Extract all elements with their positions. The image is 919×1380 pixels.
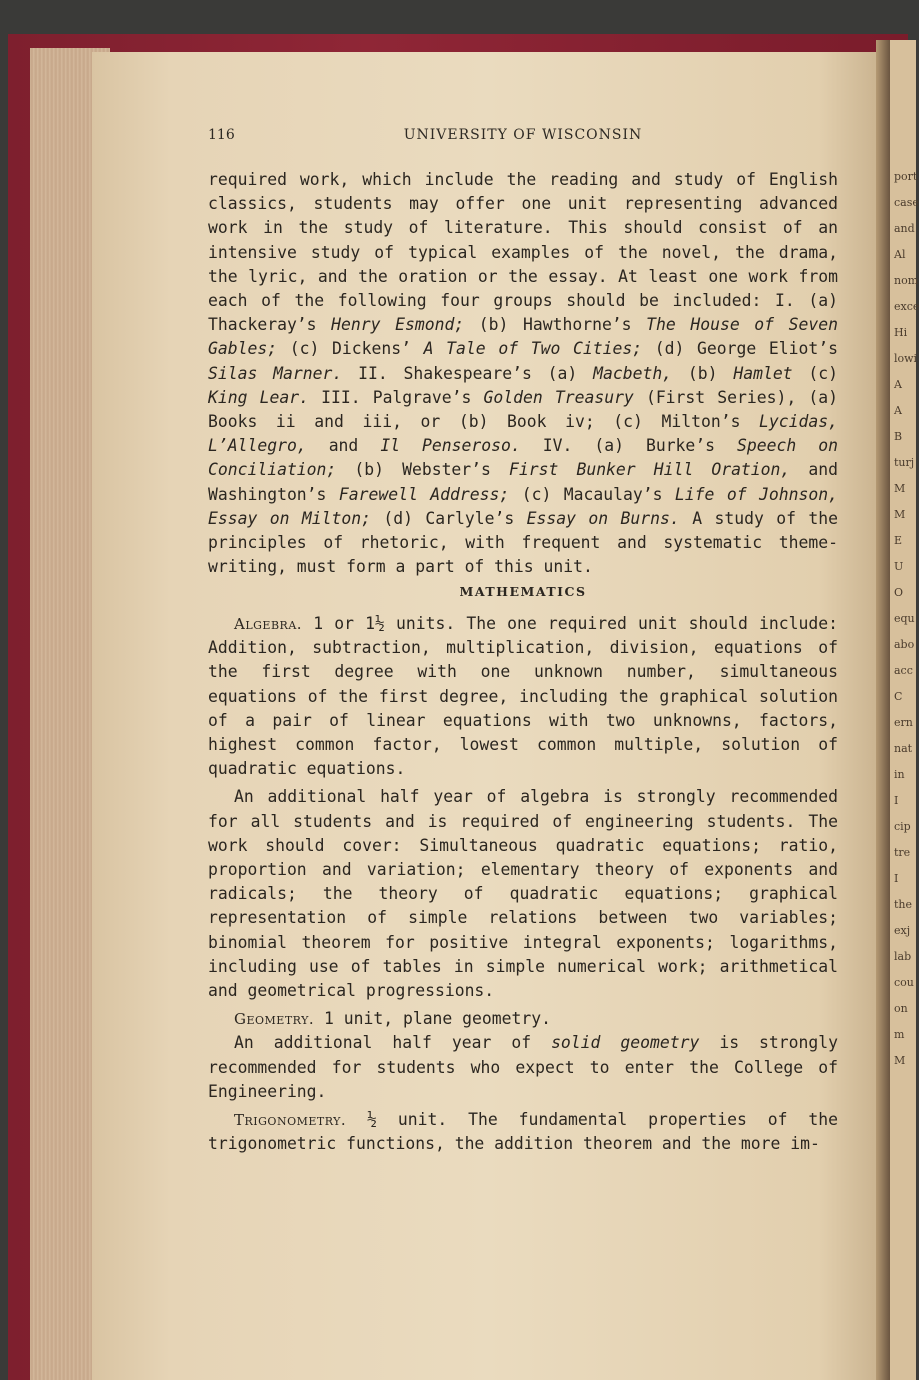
facing-page-fragment-text: B	[894, 430, 903, 443]
facing-page-fragment-text: A	[894, 378, 902, 391]
text-run: (c)	[792, 363, 839, 383]
page-number: 116	[208, 127, 235, 143]
running-title: UNIVERSITY OF WISCONSIN	[403, 127, 643, 143]
facing-page-fragment-text: m	[894, 1028, 905, 1041]
text-run: (d) George Eliot’s	[642, 339, 838, 359]
facing-page-fragment-text: I	[894, 794, 899, 807]
facing-page-fragment-text: exce	[894, 300, 919, 313]
book-title: First Bunker Hill Oration,	[509, 460, 791, 480]
algebra-additional-paragraph: An additional half year of algebra is strongly recommended for all students and is required of engineering students. The work should cover: Simultaneous quadratic equations; ratio, proportion and variation; elementary theory of exponents and radicals; the theory of quadratic equations; graphical representation of simple relations between two variables; binomial theorem for positive integral exponents; logarithms, including use of tables in simple numerical work; arithmetical and geometrical progressions.	[208, 787, 838, 1001]
text-run: (d) Carlyle’s	[370, 508, 527, 528]
emphasis: solid geometry	[551, 1033, 700, 1053]
geometry-label: Geometry.	[234, 1010, 315, 1029]
text-run: II. Shakespeare’s (a)	[342, 363, 594, 383]
facing-page-fragment-text: exj	[894, 924, 911, 937]
text-run: (b) Hawthorne’s	[464, 315, 647, 335]
trigonometry-paragraph	[208, 1108, 838, 1156]
facing-page-fragment-text: M	[894, 508, 906, 521]
book-title: King Lear.	[208, 387, 309, 407]
facing-page-fragment-text: nat	[894, 742, 913, 755]
trigonometry-label: Trigonometry.	[234, 1111, 347, 1130]
text-run: (c) Dickens’	[277, 339, 424, 359]
geometry-text: 1 unit, plane geometry.	[314, 1009, 551, 1029]
facing-page-fragment-text: Al	[894, 248, 906, 261]
facing-page-fragment-text: O	[894, 586, 904, 599]
text-run: (b)	[672, 363, 734, 383]
book-title: Silas Marner.	[208, 363, 343, 383]
text-run: IV. (a) Burke’s	[520, 436, 738, 456]
geometry-additional-paragraph	[208, 1031, 838, 1104]
facing-page-fragment-text: lowi	[894, 352, 918, 365]
running-header	[208, 127, 838, 149]
book-title: Essay on Burns.	[526, 508, 680, 528]
facing-page-fragment-text: Hi	[894, 326, 908, 339]
facing-page-fragment-text: equ	[894, 612, 915, 625]
facing-page-fragment-text: abo	[894, 638, 915, 651]
algebra-paragraph	[208, 612, 838, 781]
facing-page-fragment-text: case	[894, 196, 919, 209]
book-title: Henry Esmond;	[331, 315, 465, 335]
facing-page-fragment-text: nom	[894, 274, 919, 287]
facing-page-fragment-text: A	[894, 404, 902, 417]
facing-page-fragment-text: acc	[894, 664, 913, 677]
book-title: Speech on Conciliation;	[208, 436, 838, 480]
text-run: An additional half year of	[234, 1033, 552, 1053]
book-title: Il Penseroso.	[380, 436, 521, 456]
facing-page-fragment-text: I	[894, 872, 899, 885]
text-run: and Washington’s	[208, 460, 838, 504]
book-title: Hamlet	[733, 363, 793, 383]
book-title: Farewell Address;	[338, 484, 510, 504]
facing-page-fragment-text: lab	[894, 950, 912, 963]
facing-page-fragment-text: and	[894, 222, 915, 235]
geometry-paragraph	[208, 1007, 838, 1031]
facing-page-fragment-text: E	[894, 534, 903, 547]
literature-paragraph	[208, 168, 838, 579]
algebra-text: 1 or 1½ units. The one required unit should include: Addition, subtraction, multiplication, division, equations of the first degree with one unknown number, simultaneous equations of the first degree, including the graphical solution of a pair of linear equations with two unknowns, factors, highest common factor, lowest common multiple, solution of quadratic equations.	[208, 614, 838, 779]
text-run: (b) Webster’s	[336, 460, 510, 480]
facing-page-fragment-text: turj	[894, 456, 915, 469]
section-heading-mathematics: MATHEMATICS	[459, 584, 587, 599]
facing-page-fragment-text: port	[894, 170, 918, 183]
book-title: A Tale of Two Cities;	[423, 339, 643, 359]
facing-page-fragment-text: in	[894, 768, 905, 781]
facing-page-fragment-text: ern	[894, 716, 913, 729]
book-title: Lycidas, L’Allegro,	[208, 412, 838, 456]
trigonometry-text: ½ unit. The fundamental properties of the trigonometric functions, the addition theorem and the more im-	[208, 1110, 838, 1154]
text-run: is strongly recommended for students who expect to enter the College of Engineering.	[208, 1033, 839, 1101]
facing-page-fragment-text: the	[894, 898, 913, 911]
text-run: (c) Macaulay’s	[509, 484, 675, 504]
text-run: III. Palgrave’s	[308, 387, 484, 407]
facing-page-fragment-text: tre	[894, 846, 911, 859]
text-run: and	[306, 436, 381, 456]
facing-page-fragment-text: cip	[894, 820, 911, 833]
book-title: Golden Treasury	[483, 387, 634, 407]
facing-page-fragment-text: on	[894, 1002, 908, 1015]
facing-page-fragment-text: cou	[894, 976, 914, 989]
book-title: Life of Johnson, Essay on Milton;	[208, 484, 838, 528]
text-run: required work, which include the reading and study of English classics, students may offer one unit representing advanced work in the study of literature. This should consist of an intensive study of typical examples of the novel, the drama, the lyric, and the oration or the essay. At least one work from each of the following four groups should be included: I. (a) Thackeray’s	[208, 170, 838, 335]
mathematics-section	[208, 612, 838, 1156]
facing-page-fragment-text: C	[894, 690, 903, 703]
book-title: Macbeth,	[593, 363, 673, 383]
facing-page-fragment-text: M	[894, 482, 906, 495]
facing-page-fragment	[890, 40, 919, 1380]
facing-page-fragment-text: M	[894, 1054, 906, 1067]
facing-page-fragment-text: U	[894, 560, 904, 573]
text-run: A study of the principles of rhetoric, with frequent and systematic theme-writing, must form a part of this unit.	[208, 508, 838, 577]
text-run: (First Series), (a) Books ii and iii, or (b) Book iv; (c) Milton’s	[208, 387, 838, 432]
book-gutter	[876, 40, 890, 1380]
algebra-label: Algebra.	[234, 615, 303, 633]
book-title: The House of Seven Gables;	[208, 315, 838, 359]
